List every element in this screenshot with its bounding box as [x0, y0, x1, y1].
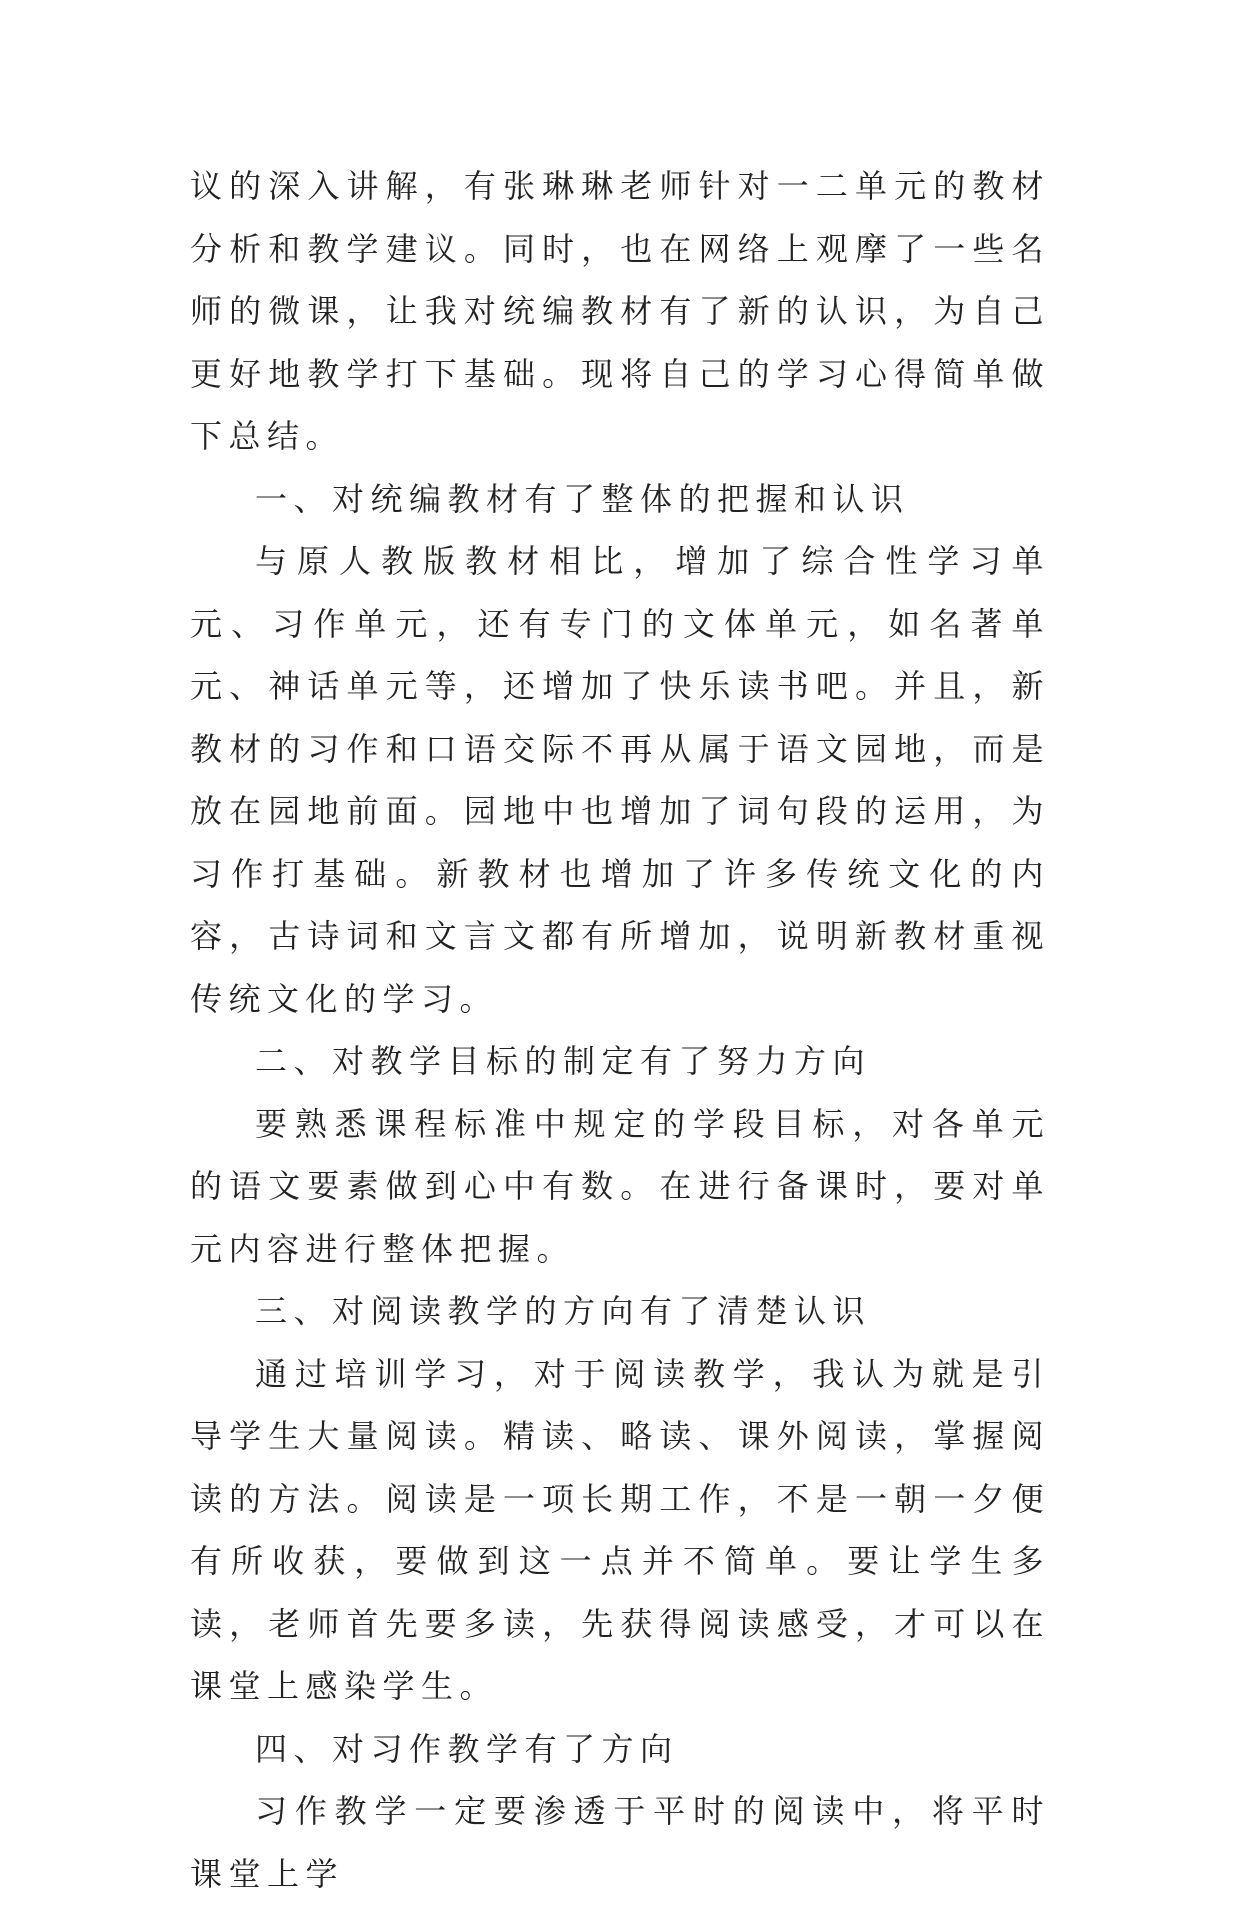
section-heading-4: 四、对习作教学有了方向: [255, 1729, 679, 1768]
paragraph-section-3: 通过培训学习，对于阅读教学，我认为就是引导学生大量阅读。精读、略读、课外阅读，掌握阅读的方法。阅读是一项长期工作，不是一朝一夕便有所收获，要做到这一点并不简单。要让学生多读，老师首先要多读，先获得阅读感受，才可以在课堂上感染学生。: [190, 1354, 1050, 1705]
paragraph-intro: 议的深入讲解，有张琳琳老师针对一二单元的教材分析和教学建议。同时，也在网络上观摩了一些名师的微课，让我对统编教材有了新的认识，为自己更好地教学打下基础。现将自己的学习心得简单做下总结。: [190, 167, 1050, 455]
section-heading-3: 三、对阅读教学的方向有了清楚认识: [255, 1292, 872, 1330]
paragraph-section-1: 与原人教版教材相比，增加了综合性学习单元、习作单元，还有专门的文体单元，如名著单元、神话单元等，还增加了快乐读书吧。并且，新教材的习作和口语交际不再从属于语文园地，而是放在园地前面。园地中也增加了词句段的运用，为习作打基础。新教材也增加了许多传统文化的内容，古诗词和文言文都有所增加，说明新教材重视传统文化的学习。: [190, 542, 1050, 1018]
paragraph-section-4: 习作教学一定要渗透于平时的阅读中，将平时课堂上学: [190, 1792, 1050, 1893]
section-heading-2: 二、对教学目标的制定有了努力方向: [255, 1042, 872, 1080]
section-heading-1: 一、对统编教材有了整体的把握和认识: [255, 479, 910, 518]
paragraph-section-2: 要熟悉课程标准中规定的学段目标，对各单元的语文要素做到心中有数。在进行备课时，要对单元内容进行整体把握。: [190, 1104, 1050, 1268]
document-page: [190, 155, 1050, 1905]
